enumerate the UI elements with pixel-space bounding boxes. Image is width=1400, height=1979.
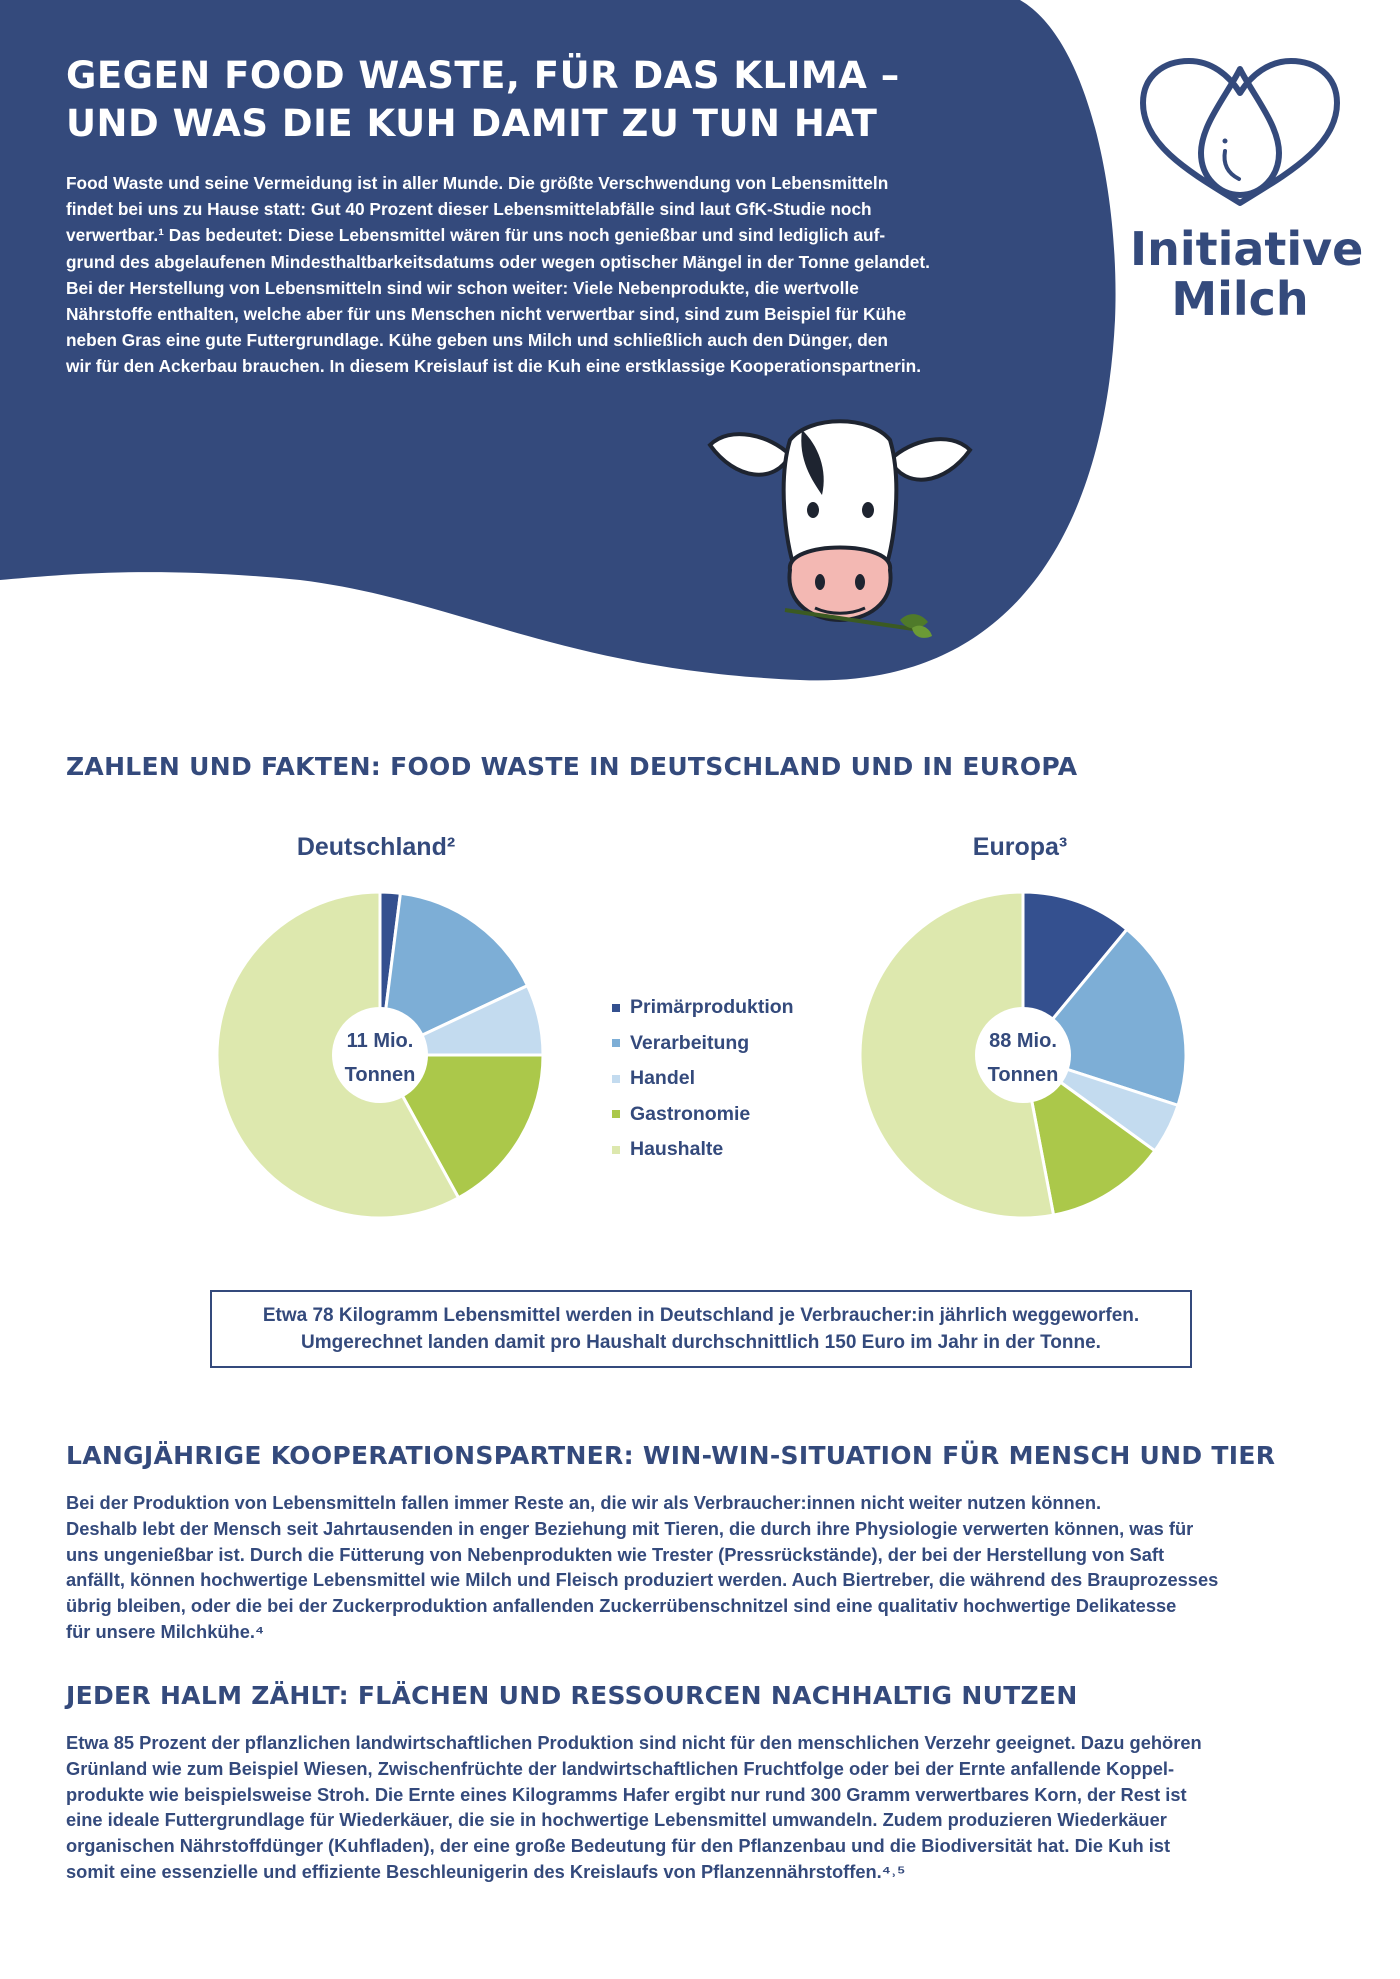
hero-text-line: verwertbar.¹ Das bedeutet: Diese Lebensmittel wären für uns noch genießbar und sind lediglich auf- xyxy=(66,225,886,246)
section3-text-line: organischen Nährstoffdünger (Kuhfladen), der eine große Bedeutung für den Pflanzenbau und die Biodiversität hat. Die Kuh ist xyxy=(66,1835,1171,1857)
hero-text-line: Nährstoffe enthalten, welche aber für uns Menschen nicht verwertbar sind, sind zum Beispiel für Kühe xyxy=(66,304,907,325)
pie-title-europa: Europa³ xyxy=(972,833,1068,861)
section3-text-line: eine ideale Futtergrundlage für Wiederkäuer, die sie in hochwertige Lebensmittel umwandeln. Zudem produzieren Wiederkäuer xyxy=(66,1809,1167,1831)
pie-center-label: Tonnen xyxy=(987,1064,1059,1086)
legend-item xyxy=(612,1061,794,1097)
pie-center-label: 11 Mio. xyxy=(346,1030,414,1052)
hero-text-line: findet bei uns zu Hause statt: Gut 40 Prozent dieser Lebensmittelabfälle sind laut GfK-Studie noch xyxy=(66,199,872,220)
logo-line1: Initiative xyxy=(1130,222,1364,276)
section2-text-line: uns ungenießbar ist. Durch die Fütterung von Nebenprodukten wie Trester (Pressrückstände), der bei der Herstellung von Saft xyxy=(66,1543,1165,1565)
hero-text-line: neben Gras eine gute Futtergrundlage. Kühe geben uns Milch und schließlich auch den Dünger, den xyxy=(66,330,888,351)
hero-text-line: wir für den Ackerbau brauchen. In diesem Kreislauf ist die Kuh eine erstklassige Kooperationspartnerin. xyxy=(66,356,922,377)
legend-item xyxy=(612,1132,794,1168)
legend-item xyxy=(612,990,794,1026)
hero-text-line: grund des abgelaufenen Mindesthaltbarkeitsdatums oder wegen optischer Mängel in der Tonne gelandet. xyxy=(66,251,930,272)
legend-item xyxy=(612,1026,794,1062)
facts-heading: ZAHLEN UND FAKTEN: FOOD WASTE IN DEUTSCHLAND UND IN EUROPA xyxy=(66,752,1078,781)
cow-head-illustration xyxy=(690,410,990,640)
hero-text-line: Food Waste und seine Vermeidung ist in aller Munde. Die größte Verschwendung von Lebensmitteln xyxy=(66,173,889,193)
section3-text-line: Etwa 85 Prozent der pflanzlichen landwirtschaftlichen Produktion sind nicht für den menschlichen Verzehr geeignet. Dazu gehören xyxy=(66,1732,1202,1753)
pie-center-hole xyxy=(975,1007,1071,1103)
legend-swatch xyxy=(612,1110,620,1118)
legend-item xyxy=(612,1097,794,1133)
section3-text-line: Grünland wie zum Beispiel Wiesen, Zwischenfrüchte der landwirtschaftlichen Fruchtfolge oder bei der Ernte anfallende Koppel- xyxy=(66,1757,1175,1779)
logo-line2: Milch xyxy=(1171,272,1309,326)
hero-title xyxy=(66,52,1066,148)
hero-text-line: Bei der Herstellung von Lebensmitteln sind wir schon weiter: Viele Nebenprodukte, die wertvolle xyxy=(66,277,859,298)
legend-label: Verarbeitung xyxy=(630,1031,750,1054)
chart-legend xyxy=(612,990,794,1168)
legend-label: Gastronomie xyxy=(630,1102,751,1125)
initiative-milch-logo xyxy=(1130,55,1364,326)
legend-label: Primärproduktion xyxy=(630,996,794,1019)
section2-text-line: Bei der Produktion von Lebensmitteln fallen immer Reste an, die wir als Verbraucher:innen nicht weiter nutzen können. xyxy=(66,1492,1102,1513)
legend-swatch xyxy=(612,1004,620,1012)
section3-text-line: somit eine essenzielle und effiziente Beschleunigerin des Kreislaufs von Pflanzennährstoffen.⁴˒⁵ xyxy=(66,1860,906,1882)
legend-swatch xyxy=(612,1075,620,1083)
pie-chart-europa xyxy=(858,890,1188,1220)
legend-label: Haushalte xyxy=(630,1138,724,1161)
logo-wordmark xyxy=(1130,222,1364,326)
section2-text-line: Deshalb lebt der Mensch seit Jahrtausenden in enger Beziehung mit Tieren, die durch ihre Physiologie verwerten können, was für xyxy=(66,1517,1194,1539)
pie-title-deutschland: Deutschland² xyxy=(296,833,456,861)
section2-text-line: anfällt, können hochwertige Lebensmittel wie Milch und Fleisch produziert werden. Auch Biertreber, die während des Brauprozesses xyxy=(66,1569,1219,1591)
section3-text-line: produkte wie beispielsweise Stroh. Die Ernte eines Kilogramms Hafer ergibt nur rund 300 Gramm verwertbares Korn, der Rest ist xyxy=(66,1783,1187,1805)
pie-center-label: Tonnen xyxy=(344,1064,416,1086)
info-box xyxy=(210,1290,1192,1368)
legend-label: Handel xyxy=(630,1067,696,1090)
legend-swatch xyxy=(612,1146,620,1154)
pie-center-label: 88 Mio. xyxy=(989,1030,1057,1052)
pie-chart-deutschland xyxy=(215,890,545,1220)
hero-intro-text xyxy=(66,170,1076,380)
info-box-line: Umgerechnet landen damit pro Haushalt durchschnittlich 150 Euro im Jahr in der Tonne. xyxy=(301,1332,1101,1353)
section2-text-line: übrig bleiben, oder die bei der Zuckerproduktion anfallenden Zuckerrübenschnitzel sind eine qualitativ hochwertige Delikatesse xyxy=(66,1595,1177,1617)
section3-text xyxy=(66,1730,1336,1885)
info-box-line: Etwa 78 Kilogramm Lebensmittel werden in Deutschland je Verbraucher:in jährlich weggeworfen. xyxy=(262,1305,1140,1326)
hero-title-line: GEGEN FOOD WASTE, FÜR DAS KLIMA – xyxy=(66,54,900,97)
hero-title-line: UND WAS DIE KUH DAMIT ZU TUN HAT xyxy=(66,102,878,145)
section2-heading: LANGJÄHRIGE KOOPERATIONSPARTNER: WIN-WIN-SITUATION FÜR MENSCH UND TIER xyxy=(66,1441,1276,1470)
pie-center-hole xyxy=(332,1007,428,1103)
legend-swatch xyxy=(612,1039,620,1047)
milk-drop-heart-icon xyxy=(1135,55,1345,210)
section2-text-line: für unsere Milchkühe.⁴ xyxy=(66,1620,264,1642)
section2-text xyxy=(66,1490,1336,1645)
section3-heading: JEDER HALM ZÄHLT: FLÄCHEN UND RESSOURCEN NACHHALTIG NUTZEN xyxy=(66,1681,1078,1710)
